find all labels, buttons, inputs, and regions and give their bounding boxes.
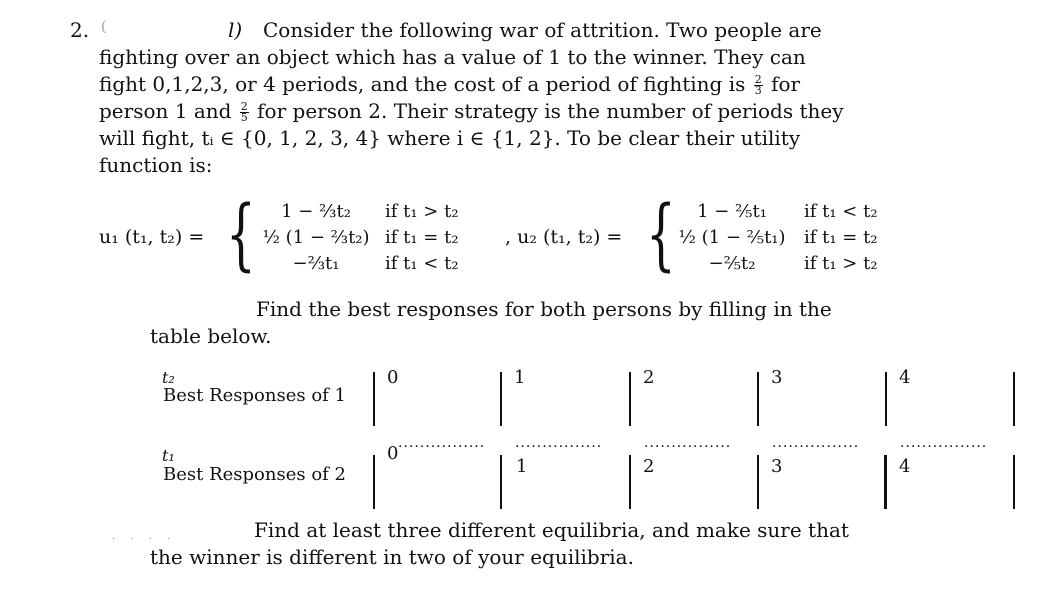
row2-dots-4: ................ xyxy=(900,435,988,451)
u2-label: , u₂ (t₁, t₂) = xyxy=(505,226,623,248)
row2-bar-0 xyxy=(373,455,375,509)
row2-value-4: 4 xyxy=(899,456,911,477)
row1-value-4: 4 xyxy=(899,367,911,388)
intro-line-6: function is: xyxy=(99,153,213,177)
row2-value-3: 3 xyxy=(771,456,783,477)
faded-marks: · · · · xyxy=(112,534,177,545)
row1-bar-2 xyxy=(629,372,631,426)
row1-bar-0 xyxy=(373,372,375,426)
u1-case-1-expr: 1 − ⅔t₂ xyxy=(281,201,351,222)
u2-brace: { xyxy=(646,190,676,280)
row1-value-2: 2 xyxy=(643,367,655,388)
u2-case-1-cond: if t₁ < t₂ xyxy=(804,201,878,222)
u1-label: u₁ (t₁, t₂) = xyxy=(99,226,205,248)
u2-case-2-expr: ½ (1 − ⅖t₁) xyxy=(678,227,786,248)
row2-dots-1: ................ xyxy=(515,435,603,451)
row2-value-2: 2 xyxy=(643,456,655,477)
u1-case-3-cond: if t₁ < t₂ xyxy=(385,253,459,274)
row2-bar-3 xyxy=(757,455,759,509)
row1-bar-4 xyxy=(885,372,887,426)
u1-case-1-cond: if t₁ > t₂ xyxy=(385,201,459,222)
row1-var: t₂ xyxy=(162,368,175,387)
row1-value-0: 0 xyxy=(387,367,399,388)
heading-close: l) xyxy=(228,18,243,42)
row2-bar-1 xyxy=(500,455,502,509)
row1-bar-5 xyxy=(1013,372,1015,426)
row2-first: 0 xyxy=(387,443,399,464)
intro-line-1: Consider the following war of attrition. Two people are xyxy=(263,18,822,42)
row2-dots-3: ................ xyxy=(772,435,860,451)
row1-bar-3 xyxy=(757,372,759,426)
row2-value-1: 1 xyxy=(516,456,528,477)
intro-line-3: fight 0,1,2,3, or 4 periods, and the cost of a period of fighting is $\frac{2}{3}$ for xyxy=(99,72,801,97)
faded-heading: ( xyxy=(101,19,107,35)
u1-case-2-cond: if t₁ = t₂ xyxy=(385,227,459,248)
task1-line-1: Find the best responses for both persons by filling in the xyxy=(256,297,832,321)
row1-value-3: 3 xyxy=(771,367,783,388)
u2-case-3-expr: −⅖t₂ xyxy=(708,253,756,274)
row2-dots-2: ................ xyxy=(644,435,732,451)
u1-case-2-expr: ½ (1 − ⅔t₂) xyxy=(262,227,370,248)
row2-label: Best Responses of 2 xyxy=(163,464,346,485)
u2-case-2-cond: if t₁ = t₂ xyxy=(804,227,878,248)
intro-line-2: fighting over an object which has a value of 1 to the winner. They can xyxy=(99,45,806,69)
row2-var: t₁ xyxy=(162,446,175,465)
row1-bar-1 xyxy=(500,372,502,426)
row2-dots-0: ................ xyxy=(398,435,486,451)
row2-bar-4 xyxy=(884,455,887,509)
u1-brace: { xyxy=(226,190,256,280)
task1-line-2: table below. xyxy=(150,324,272,348)
intro-line-4: person 1 and $\frac{2}{5}$ for person 2. Their strategy is the number of periods they xyxy=(99,99,844,124)
row2-bar-2 xyxy=(629,455,631,509)
intro-line-5: will fight, tᵢ ∈ {0, 1, 2, 3, 4} where i ∈ {1, 2}. To be clear their utility xyxy=(99,126,801,150)
u2-case-3-cond: if t₁ > t₂ xyxy=(804,253,878,274)
u2-case-1-expr: 1 − ⅖t₁ xyxy=(697,201,767,222)
row1-label: Best Responses of 1 xyxy=(163,385,346,406)
row1-value-1: 1 xyxy=(514,367,526,388)
task2-line-1: Find at least three different equilibria, and make sure that xyxy=(254,518,849,542)
row2-bar-5 xyxy=(1013,455,1015,509)
problem-number: 2. xyxy=(70,18,90,42)
task2-line-2: the winner is different in two of your equilibria. xyxy=(150,545,634,569)
u1-case-3-expr: −⅔t₁ xyxy=(292,253,340,274)
